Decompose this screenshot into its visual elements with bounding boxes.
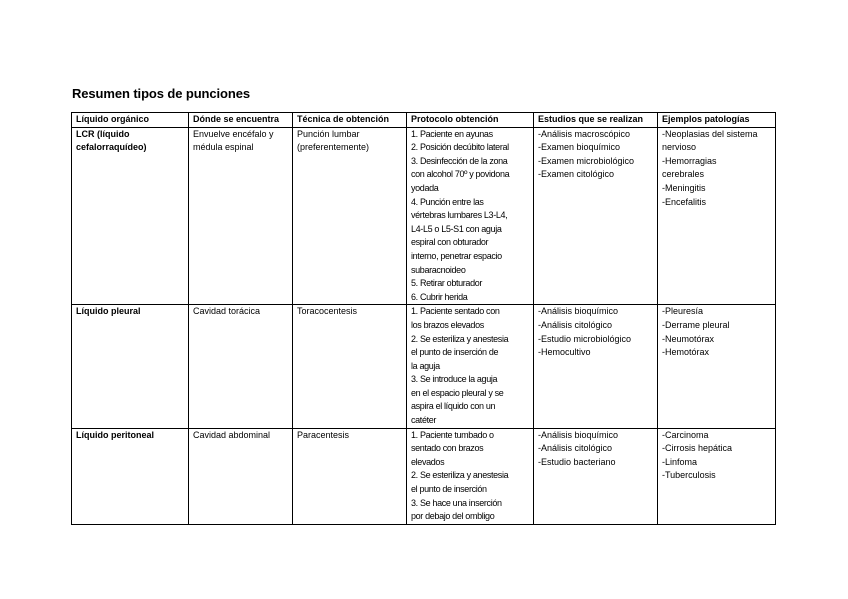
cell-line: con alcohol 70º y povidona — [411, 169, 510, 180]
cell-estudios — [534, 428, 658, 524]
cell-line: -Análisis macroscópico — [538, 128, 631, 139]
cell-line: Cavidad abdominal — [193, 429, 271, 440]
cell-line: 1. Paciente en ayunas — [411, 128, 493, 139]
cell-line: (preferentemente) — [297, 142, 370, 153]
cell-line: elevados — [411, 456, 445, 467]
cell-line: -Cirrosis hepática — [662, 443, 733, 454]
cell-tecnica-de-obtencion — [293, 428, 407, 524]
cell-line: -Hemorragias — [662, 155, 717, 166]
cell-line: -Examen citológico — [538, 169, 615, 180]
cell-line: -Tuberculosis — [662, 470, 716, 481]
cell-line: el punto de inserción — [411, 484, 487, 495]
cell-protocolo-obtencion — [407, 305, 534, 428]
cell-liquido-organico — [72, 305, 189, 428]
punciones-table — [71, 112, 776, 525]
header-protocolo-obtencion: Protocolo obtención — [407, 113, 534, 128]
cell-protocolo-obtencion — [407, 127, 534, 305]
cell-line: catéter — [411, 415, 437, 426]
header-liquido-organico: Líquido orgánico — [72, 113, 189, 128]
cell-line: -Examen microbiológico — [538, 155, 635, 166]
cell-line: Punción lumbar — [297, 128, 360, 139]
table-row — [72, 428, 776, 524]
cell-line: por debajo del ombligo — [411, 511, 495, 522]
cell-line: Toracocentesis — [297, 306, 358, 317]
table-row — [72, 305, 776, 428]
cell-line: el punto de inserción de — [411, 347, 499, 358]
cell-liquido-organico — [72, 428, 189, 524]
cell-line: -Examen bioquímico — [538, 142, 621, 153]
header-tecnica-de-obtencion: Técnica de obtención — [293, 113, 407, 128]
table-row — [72, 127, 776, 305]
cell-line: los brazos elevados — [411, 319, 484, 330]
cell-donde-se-encuentra — [189, 127, 293, 305]
cell-line: subaracnoideo — [411, 264, 466, 275]
cell-line: -Hemocultivo — [538, 347, 591, 358]
cell-line: sentado con brazos — [411, 443, 484, 454]
cell-line: Envuelve encéfalo y — [193, 128, 274, 139]
cell-line: 3. Desinfección de la zona — [411, 155, 508, 166]
cell-line: 3. Se introduce la aguja — [411, 374, 498, 385]
cell-line: espiral con obturador — [411, 237, 489, 248]
cell-liquido-organico — [72, 127, 189, 305]
cell-line: -Meningitis — [662, 182, 706, 193]
cell-line: médula espinal — [193, 142, 254, 153]
cell-line: -Linfoma — [662, 456, 698, 467]
table-header-row — [72, 113, 776, 128]
cell-line: -Encefalitis — [662, 196, 707, 207]
cell-estudios — [534, 305, 658, 428]
cell-line: LCR (líquido — [76, 128, 130, 139]
cell-line: yodada — [411, 182, 439, 193]
cell-line: -Análisis bioquímico — [538, 306, 619, 317]
cell-ejemplos-patologias — [658, 428, 776, 524]
cell-line: -Neumotórax — [662, 333, 715, 344]
cell-line: 3. Se hace una inserción — [411, 497, 502, 508]
cell-line: nervioso — [662, 142, 697, 153]
cell-line: 6. Cubrir herida — [411, 291, 468, 302]
cell-line: 2. Posición decúbito lateral — [411, 142, 509, 153]
cell-line: cefalorraquídeo) — [76, 142, 147, 153]
header-estudios: Estudios que se realizan — [534, 113, 658, 128]
cell-line: 2. Se esteriliza y anestesia — [411, 333, 509, 344]
cell-tecnica-de-obtencion — [293, 305, 407, 428]
cell-line: -Carcinoma — [662, 429, 709, 440]
cell-donde-se-encuentra — [189, 428, 293, 524]
page-title: Resumen tipos de punciones — [72, 86, 250, 101]
cell-line: vértebras lumbares L3-L4, — [411, 210, 508, 221]
cell-line: L4-L5 o L5-S1 con aguja — [411, 223, 502, 234]
header-donde-se-encuentra: Dónde se encuentra — [189, 113, 293, 128]
cell-ejemplos-patologias — [658, 127, 776, 305]
cell-donde-se-encuentra — [189, 305, 293, 428]
cell-line: aspira el líquido con un — [411, 401, 496, 412]
cell-line: -Hemotórax — [662, 347, 710, 358]
cell-line: Paracentesis — [297, 429, 350, 440]
cell-line: 5. Retirar obturador — [411, 278, 483, 289]
cell-line: -Análisis citológico — [538, 319, 613, 330]
cell-tecnica-de-obtencion — [293, 127, 407, 305]
cell-line: -Pleuresía — [662, 306, 704, 317]
cell-line: -Análisis citológico — [538, 443, 613, 454]
cell-line: Líquido peritoneal — [76, 429, 154, 440]
cell-line: la aguja — [411, 360, 440, 371]
cell-line: 4. Punción entre las — [411, 196, 484, 207]
cell-line: -Análisis bioquímico — [538, 429, 619, 440]
cell-line: Líquido pleural — [76, 306, 141, 317]
cell-line: Cavidad torácica — [193, 306, 261, 317]
cell-line: -Derrame pleural — [662, 319, 730, 330]
cell-ejemplos-patologias — [658, 305, 776, 428]
cell-line: 1. Paciente sentado con — [411, 306, 500, 317]
cell-line: cerebrales — [662, 169, 705, 180]
cell-estudios — [534, 127, 658, 305]
cell-line: en el espacio pleural y se — [411, 387, 504, 398]
cell-line: -Estudio microbiológico — [538, 333, 632, 344]
header-ejemplos-patologias: Ejemplos patologías — [658, 113, 776, 128]
cell-line: 1. Paciente tumbado o — [411, 429, 494, 440]
cell-line: interno, penetrar espacio — [411, 250, 502, 261]
cell-line: -Neoplasias del sistema — [662, 128, 758, 139]
cell-line: -Estudio bacteriano — [538, 456, 616, 467]
cell-line: 2. Se esteriliza y anestesia — [411, 470, 509, 481]
cell-protocolo-obtencion — [407, 428, 534, 524]
